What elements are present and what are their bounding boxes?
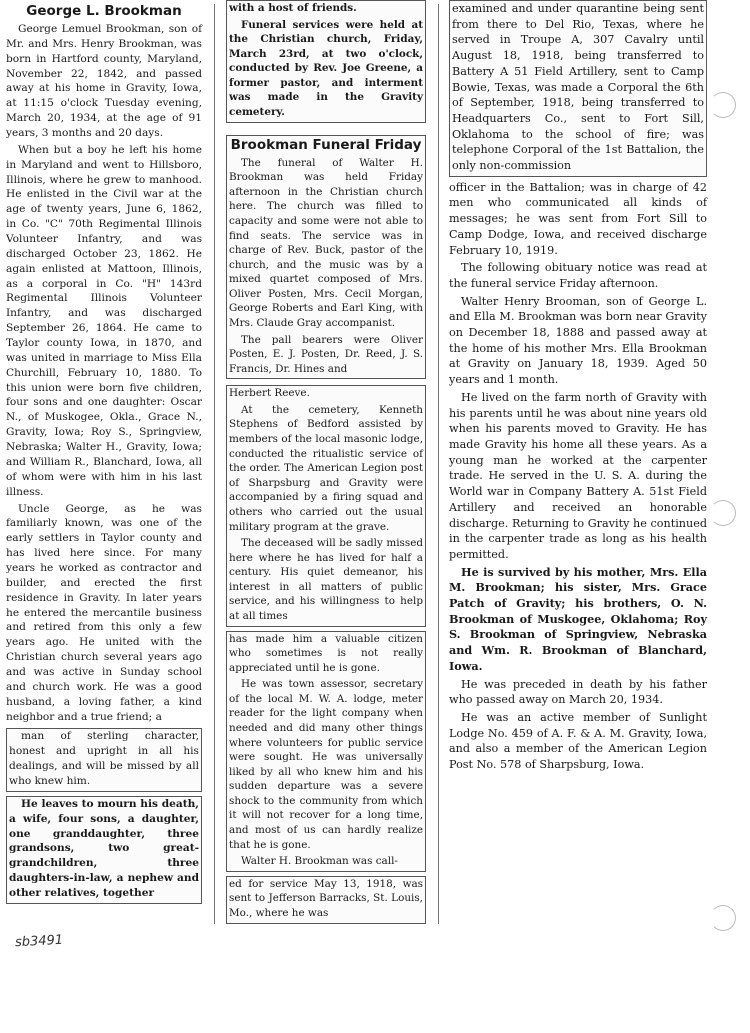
paragraph: officer in the Battalion; was in charge of 42 men who communicated all kinds of messages; he was sent from Fort Sill to Camp Dodge, Iowa, and received discharge February 10, 1919. <box>449 180 707 257</box>
paragraph: Uncle George, as he was familiarly known, was one of the early settlers in Taylor county and has lived here since. For many years he worked as contractor and builder, and erected the first residence in Gravity. In later years he entered the mercantile business and retired from this only a few years ago. He united with the Christian church several years ago and was active in Sunday school and church work. He was a good husband, a loving father, a kind neighbor and a true friend; a <box>6 502 202 723</box>
paragraph: Funeral services were held at the Christian church, Friday, March 23rd, at two o'clock, conducted by Rev. Joe Greene, a former pastor, and interment was made in the Gravity cemetery. <box>229 18 423 119</box>
paragraph: The funeral of Walter H. Brookman was held Friday afternoon in the Christian church here. The church was filled to capacity and some were not able to find seats. The service was in charge of Rev. Buck, pastor of the church, and the music was by a mixed quartet composed of Mrs. Oliver Posten, Mrs. Cecil Morgan, George Roberts and Earl King, with Mrs. Claude Gray accompanist. <box>229 156 423 329</box>
paragraph: Herbert Reeve. <box>229 387 310 400</box>
obituary-title-george: George L. Brookman <box>26 3 182 19</box>
paragraph: man of sterling character, honest and upright in all his dealings, and will be missed by all who knew him. <box>9 730 199 787</box>
paragraph: Walter Henry Brooman, son of George L. and Ella M. Brookman was born near Gravity on December 18, 1888 and passed away at the home of his mother Mrs. Ella Brookman at Gravity on January 18, 1939. Aged 50 years and 1 month. <box>449 294 707 387</box>
catalog-number: sb3491 <box>14 932 64 951</box>
clipping-citizen <box>226 631 426 872</box>
clipping-service <box>226 876 426 924</box>
paragraph: The deceased will be sadly missed here where he has lived for half a century. His quiet demeanor, his interest in all matters of public service, and his willingness to help at all times <box>229 537 423 622</box>
column-george-brookman <box>6 2 202 904</box>
paragraph: ed for service May 13, 1918, was sent to Jefferson Barracks, St. Louis, Mo., where he was <box>229 877 423 919</box>
paragraph: He leaves to mourn his death, a wife, four sons, a daughter, one granddaughter, three grandsons, two great-grandchildren, three daughters-in-law, a nephew and other relatives, together <box>9 797 199 899</box>
column-funeral <box>226 0 426 924</box>
clipping-brookman-funeral-friday <box>226 135 426 380</box>
binder-hole-icon <box>710 905 736 931</box>
binder-hole-icon <box>710 500 736 526</box>
clipping-military-service <box>449 0 707 177</box>
paragraph: At the cemetery, Kenneth Stephens of Bedford assisted by members of the local masonic lodge, conducted the ritualistic service of the order. The American Legion post of Sharpsburg and Gravity were accompanied by a firing squad and others who carried out the usual military program at the grave. <box>229 403 423 533</box>
paragraph: examined and under quarantine being sent from there to Del Rio, Texas, where he served in Troupe A, 307 Cavalry until August 18, 1918, being transferred to Battery A 51 Field Artillery, sent to Camp Bowie, Texas, was made a Corporal the 6th of September, 1918, being transferred to Headquarters Co., sent to Fort Sill, Oklahoma to the school of fire; was telephone Corporal of the 1st Battalion, the only non-commission <box>452 2 704 173</box>
clipping-fragment <box>6 728 202 791</box>
paragraph: He was preceded in death by his father who passed away on March 20, 1934. <box>449 677 707 707</box>
paragraph: has made him a valuable citizen who sometimes is not really appreciated until he is gone. <box>229 632 423 674</box>
article-title-funeral: Brookman Funeral Friday <box>230 136 422 153</box>
clipping-funeral-services <box>226 0 426 123</box>
column-divider <box>438 4 439 924</box>
column-divider <box>214 4 215 924</box>
paragraph: He lived on the farm north of Gravity with his parents until he was about nine years old when his parents moved to Gravity. He has made Gravity his home all these years. As a young man he worked at the carpenter trade. He served in the U. S. A. during the World war in Company Battery A. 51st Field Artillery and received an honorable discharge. Returning to Gravity he continued in the carpenter trade as long as his health permitted. <box>449 390 707 561</box>
paragraph: The following obituary notice was read at the funeral service Friday afternoon. <box>449 261 707 290</box>
binder-hole-icon <box>710 92 736 118</box>
column-walter-brookman <box>449 0 707 775</box>
clipping-cemetery <box>226 385 426 626</box>
paragraph: He was an active member of Sunlight Lodge No. 459 of A. F. & A. M. Gravity, Iowa, and also a member of the American Legion Post No. 578 of Sharpsburg, Iowa. <box>449 710 707 772</box>
clipping-obituary <box>449 180 707 773</box>
paragraph: The pall bearers were Oliver Posten, E. J. Posten, Dr. Reed, J. S. Francis, Dr. Hines and <box>229 333 423 375</box>
paragraph: He is survived by his mother, Mrs. Ella M. Brookman; his sister, Mrs. Grace Patch of Gravity; his brothers, O. N. Brookman of Muskogee, Oklahoma; Roy S. Brookman of Springview, Nebraska and Wm. R. Brookman of Blanchard, Iowa. <box>449 564 707 673</box>
paragraph: George Lemuel Brookman, son of Mr. and Mrs. Henry Brookman, was born in Hartford county, Maryland, November 22, 1842, and passed away at his home in Gravity, Iowa, at 11:15 o'clock Tuesday evening, March 20, 1934, at the age of 91 years, 3 months and 20 days. <box>6 23 202 140</box>
paragraph: Walter H. Brookman was call- <box>241 855 398 868</box>
paragraph: When but a boy he left his home in Maryland and went to Hillsboro, Illinois, where he grew to manhood. He enlisted in the Civil war at the age of twenty years, June 6, 1862, in Co. "C" 70th Regimental Illinois Volunteer Infantry, and was discharged October 23, 1862. He again enlisted at Mattoon, Illinois, as a corporal in Co. "H" 143rd Regimental Illinois Volunteer Infantry, and was discharged September 26, 1864. He came to Taylor county Iowa, in 1870, and was united in marriage to Miss Ella Churchill, February 10, 1880. To this union were born five children, four sons and one daughter: Oscar N., of Muskogee, Okla., Grace N., Gravity, Iowa; Roy S., Springview, Nebraska; Walter H., Gravity, Iowa; and William R., Blanchard, Iowa, all of whom were with him in his last illness. <box>6 143 202 498</box>
paragraph: with a host of friends. <box>229 2 357 14</box>
clipping-fragment <box>6 796 202 904</box>
paragraph: He was town assessor, secretary of the local M. W. A. lodge, meter reader for the light company when needed and did many other things where volunteers for public service were sought. He was universally liked by all who knew him and his sudden departure was a severe shock to the community from which it will not recover for a long time, and most of us can hardly realize that he is gone. <box>229 678 423 851</box>
